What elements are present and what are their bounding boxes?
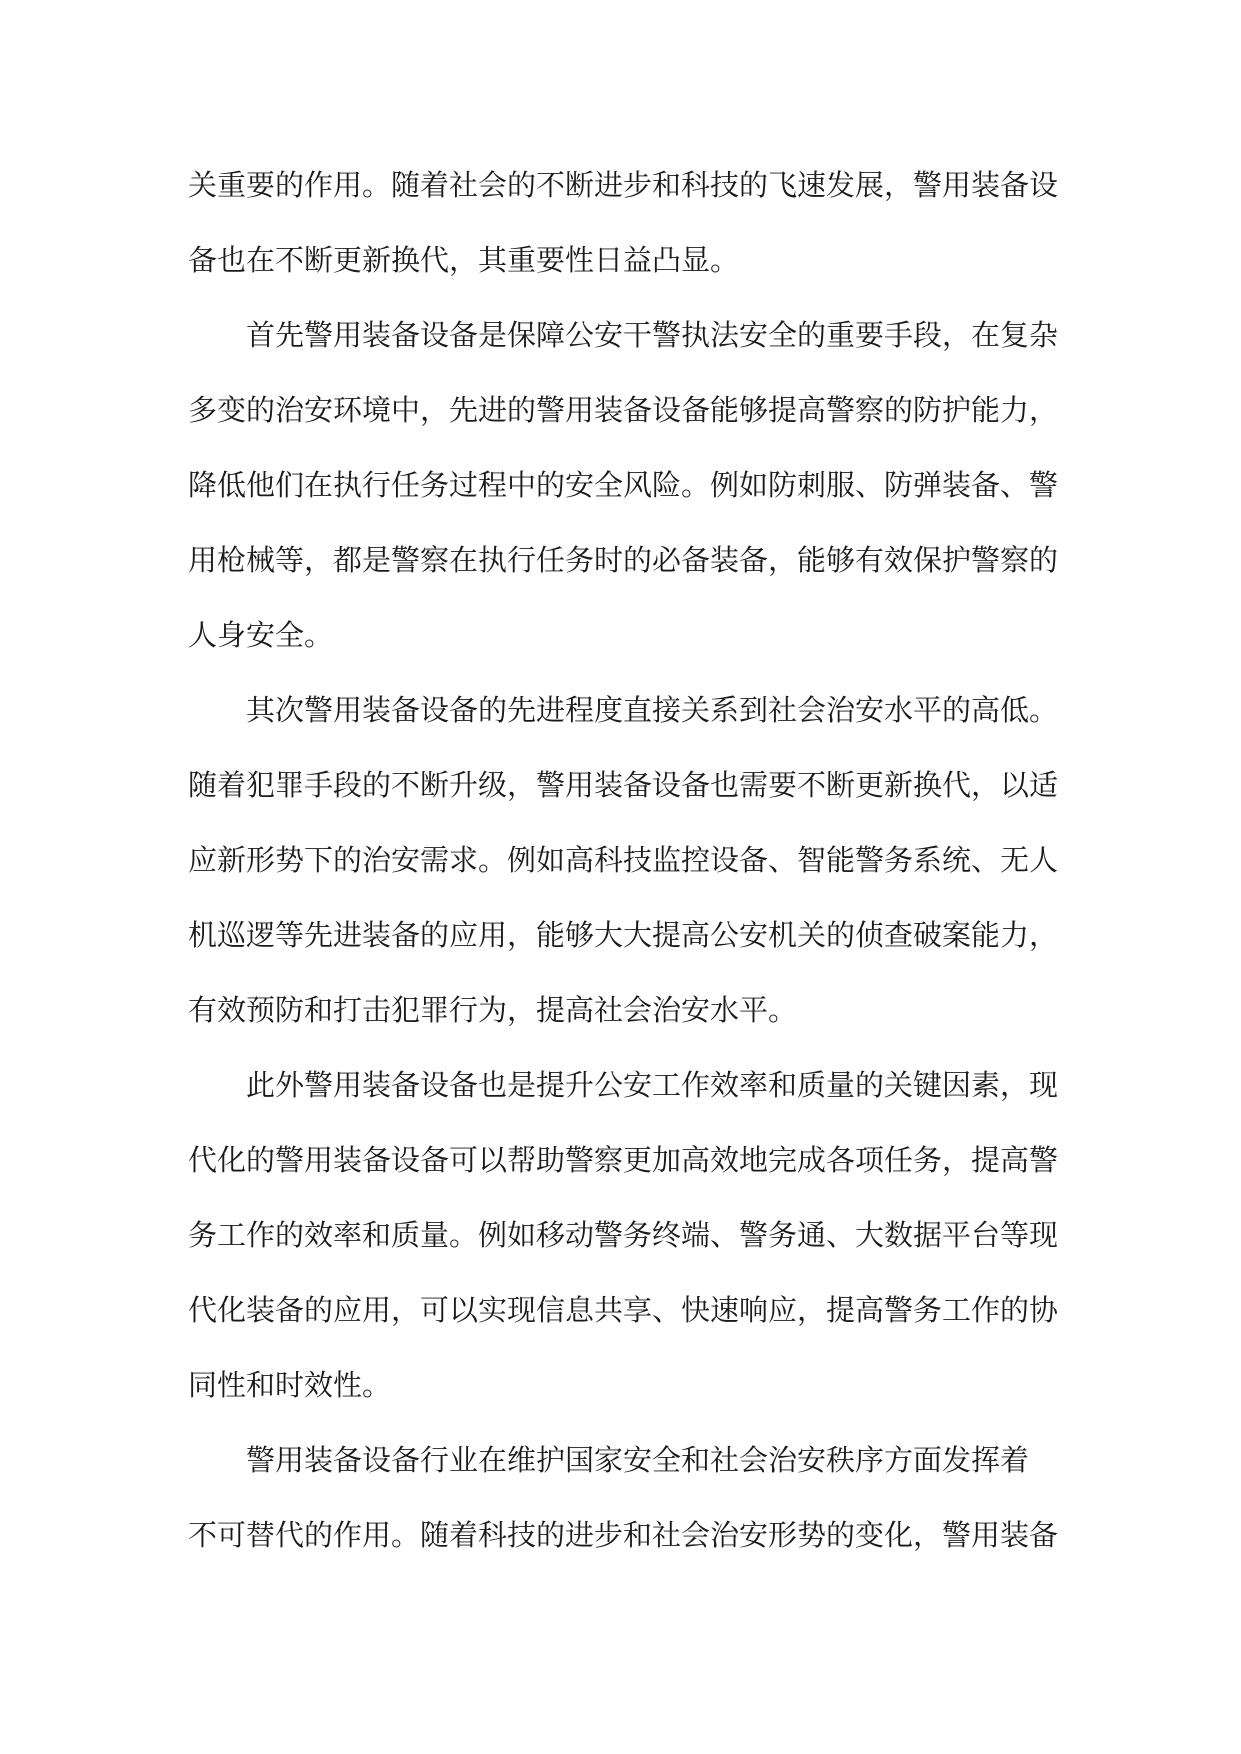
text-line: 不可替代的作用。随着科技的进步和社会治安形势的变化，警用装备 xyxy=(188,1518,1059,1552)
text-line: 警用装备设备行业在维护国家安全和社会治安秩序方面发挥着 xyxy=(246,1443,1030,1477)
text-line: 备也在不断更新换代，其重要性日益凸显。 xyxy=(188,243,740,277)
text-line: 代化的警用装备设备可以帮助警察更加高效地完成各项任务，提高警 xyxy=(188,1143,1059,1177)
text-line: 应新形势下的治安需求。例如高科技监控设备、智能警务系统、无人 xyxy=(188,843,1059,877)
text-line: 关重要的作用。随着社会的不断进步和科技的飞速发展，警用装备设 xyxy=(188,168,1059,202)
text-line: 代化装备的应用，可以实现信息共享、快速响应，提高警务工作的协 xyxy=(188,1293,1059,1327)
text-line: 有效预防和打击犯罪行为，提高社会治安水平。 xyxy=(188,993,798,1027)
text-line: 随着犯罪手段的不断升级，警用装备设备也需要不断更新换代，以适 xyxy=(188,768,1059,802)
text-line: 其次警用装备设备的先进程度直接关系到社会治安水平的高低。 xyxy=(246,693,1059,727)
body-text xyxy=(188,148,1058,1573)
text-line: 此外警用装备设备也是提升公安工作效率和质量的关键因素，现 xyxy=(246,1068,1059,1102)
text-line: 同性和时效性。 xyxy=(188,1368,392,1402)
text-line: 首先警用装备设备是保障公安干警执法安全的重要手段，在复杂 xyxy=(246,318,1059,352)
text-line: 多变的治安环境中，先进的警用装备设备能够提高警察的防护能力， xyxy=(188,393,1059,427)
text-line: 人身安全。 xyxy=(188,618,334,652)
text-line: 用枪械等，都是警察在执行任务时的必备装备，能够有效保护警察的 xyxy=(188,543,1059,577)
text-line: 务工作的效率和质量。例如移动警务终端、警务通、大数据平台等现 xyxy=(188,1218,1059,1252)
text-line: 机巡逻等先进装备的应用，能够大大提高公安机关的侦查破案能力， xyxy=(188,918,1059,952)
text-line: 降低他们在执行任务过程中的安全风险。例如防刺服、防弹装备、警 xyxy=(188,468,1059,502)
